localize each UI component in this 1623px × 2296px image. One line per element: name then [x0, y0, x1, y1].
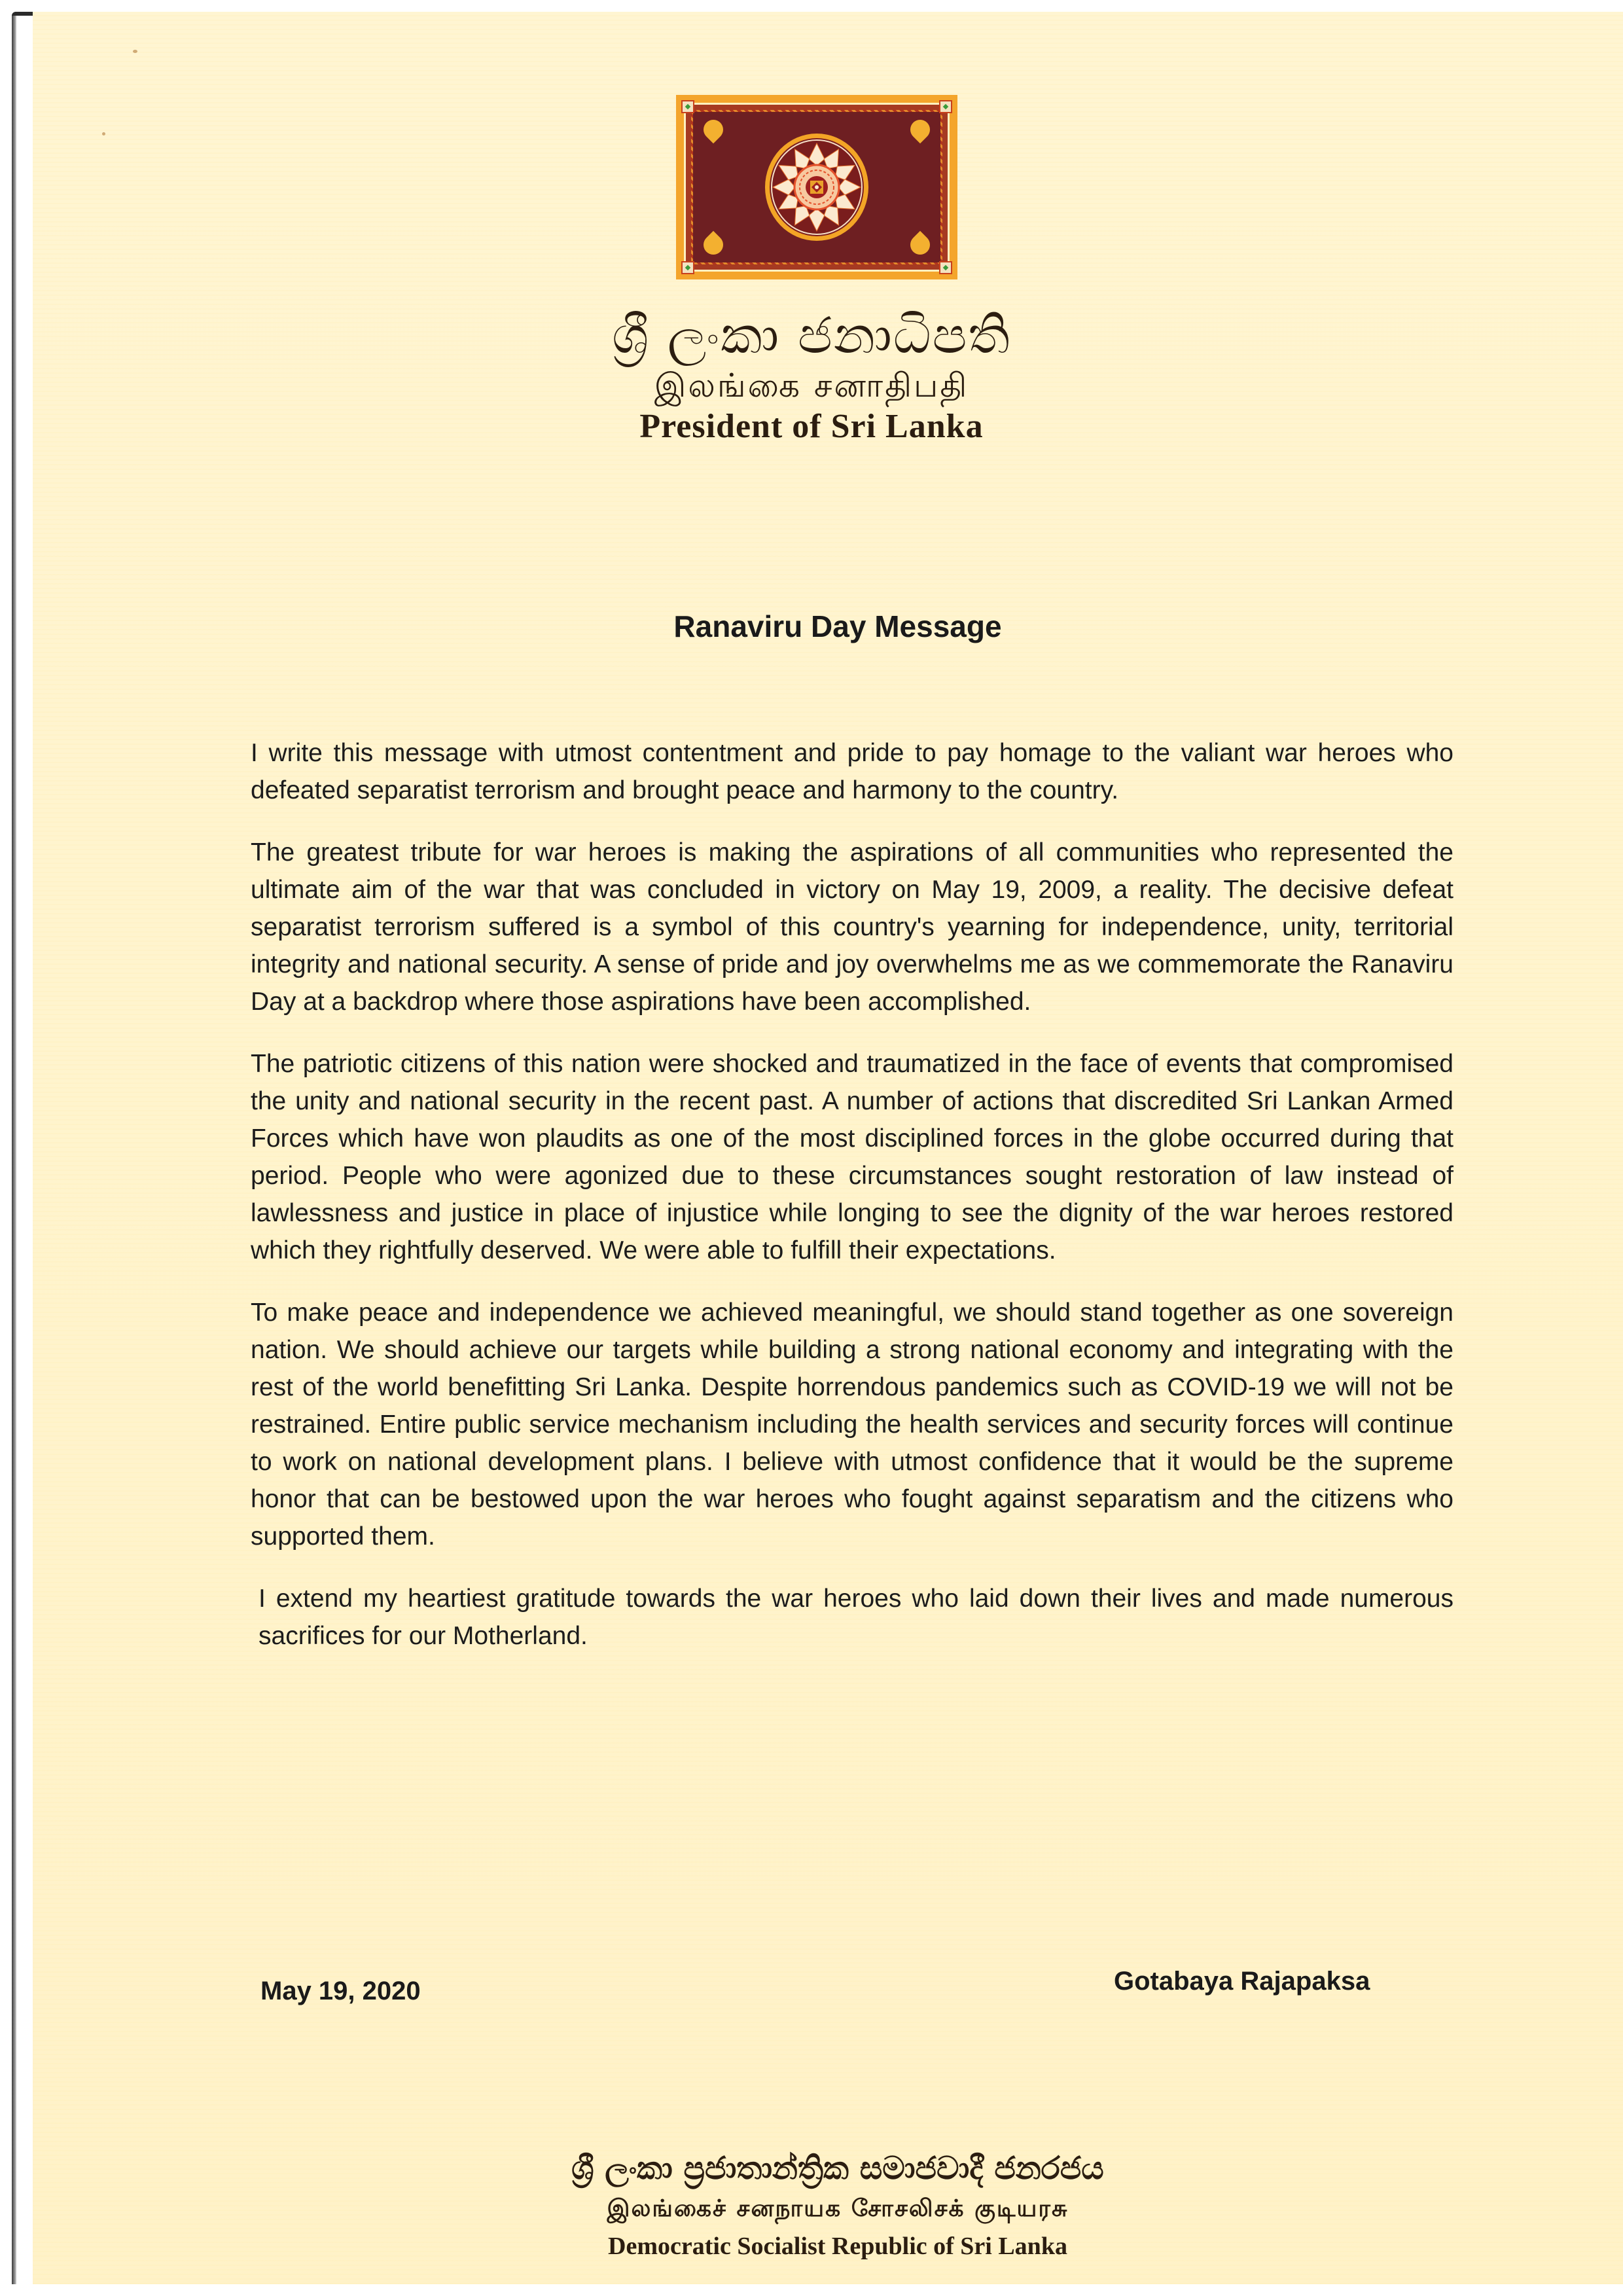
paragraph-2: The greatest tribute for war heroes is making the aspirations of all communities who represented the ultimate aim of the war that was concluded in victory on May 19, 2009, a reality. The decisive defeat separatist terrorism suffered is a symbol of this country's yearning for independence, unity, territorial integrity and national security. A sense of pride and joy overwhelms me as we commemorate the Ranaviru Day at a backdrop where those aspirations have been accomplished. — [251, 838, 1454, 1016]
presidential-flag-emblem — [676, 95, 957, 279]
paragraph-5: I extend my heartiest gratitude towards the war heroes who laid down their lives and made numerous sacrifices for our Motherland. — [259, 1585, 1454, 1650]
corner-rosette-icon — [939, 261, 952, 274]
corner-rosette-icon — [681, 100, 694, 113]
message-body — [251, 734, 1454, 1679]
scan-edge-corner — [12, 12, 33, 16]
footer-tamil: இலங்கைச் சனநாயக சோசலிசக் குடியரசு — [607, 2195, 1069, 2222]
paper-speck — [133, 50, 137, 53]
paragraph-1: I write this message with utmost contentment and pride to pay homage to the valiant war heroes who defeated separatist terrorism and brought peace and harmony to the country. — [251, 739, 1454, 804]
footer-sinhala: ශ්‍රී ලංකා ප්‍රජාතාන්ත්‍රික සමාජවාදී ජනරජය — [571, 2150, 1104, 2187]
bo-leaf-icon — [700, 231, 727, 259]
signatory-name: Gotabaya Rajapaksa — [1114, 1967, 1370, 1996]
corner-rosette-icon — [939, 100, 952, 113]
bo-leaf-icon — [700, 116, 727, 143]
emblem-field — [693, 112, 940, 262]
letterhead-title-tamil: இலங்கை சனாதிபதி — [654, 367, 969, 404]
footer-english: Democratic Socialist Republic of Sri Lanka — [608, 2233, 1067, 2260]
message-date: May 19, 2020 — [260, 1977, 421, 2005]
bo-leaf-icon — [906, 231, 934, 259]
paragraph-3: The patriotic citizens of this nation were shocked and traumatized in the face of events that compromised the unity and national security in the recent past. A number of actions that discredited Sri Lankan Armed Forces which have won plaudits as one of the most disciplined forces in the globe occurred during that period. People who were agonized due to these circumstances sought restoration of law instead of lawlessness and justice in place of injustice while longing to see the dignity of the war heroes restored which they rightfully deserved. We were able to fulfill their expectations. — [251, 1050, 1454, 1265]
corner-rosette-icon — [681, 261, 694, 274]
letterhead-title-english: President of Sri Lanka — [639, 408, 984, 445]
letterhead-title-sinhala: ශ්‍රී ලංකා ජනාධිපති — [612, 306, 1011, 365]
bo-leaf-icon — [906, 116, 934, 143]
paragraph-4: To make peace and independence we achieved meaningful, we should stand together as one sovereign nation. We should achieve our targets while building a strong national economy and integrating with the rest of the world benefitting Sri Lanka. Despite horrendous pandemics such as COVID-19 we will not be restrained. Entire public service mechanism including the health services and security forces will continue to work on national development plans. I believe with utmost confidence that it would be the supreme honor that can be bestowed upon the war heroes who fought against separatism and the citizens who supported them. — [251, 1299, 1454, 1551]
lotus-emblem-icon — [763, 132, 870, 243]
paper-speck — [102, 132, 105, 135]
document-heading: Ranaviru Day Message — [673, 609, 1002, 643]
